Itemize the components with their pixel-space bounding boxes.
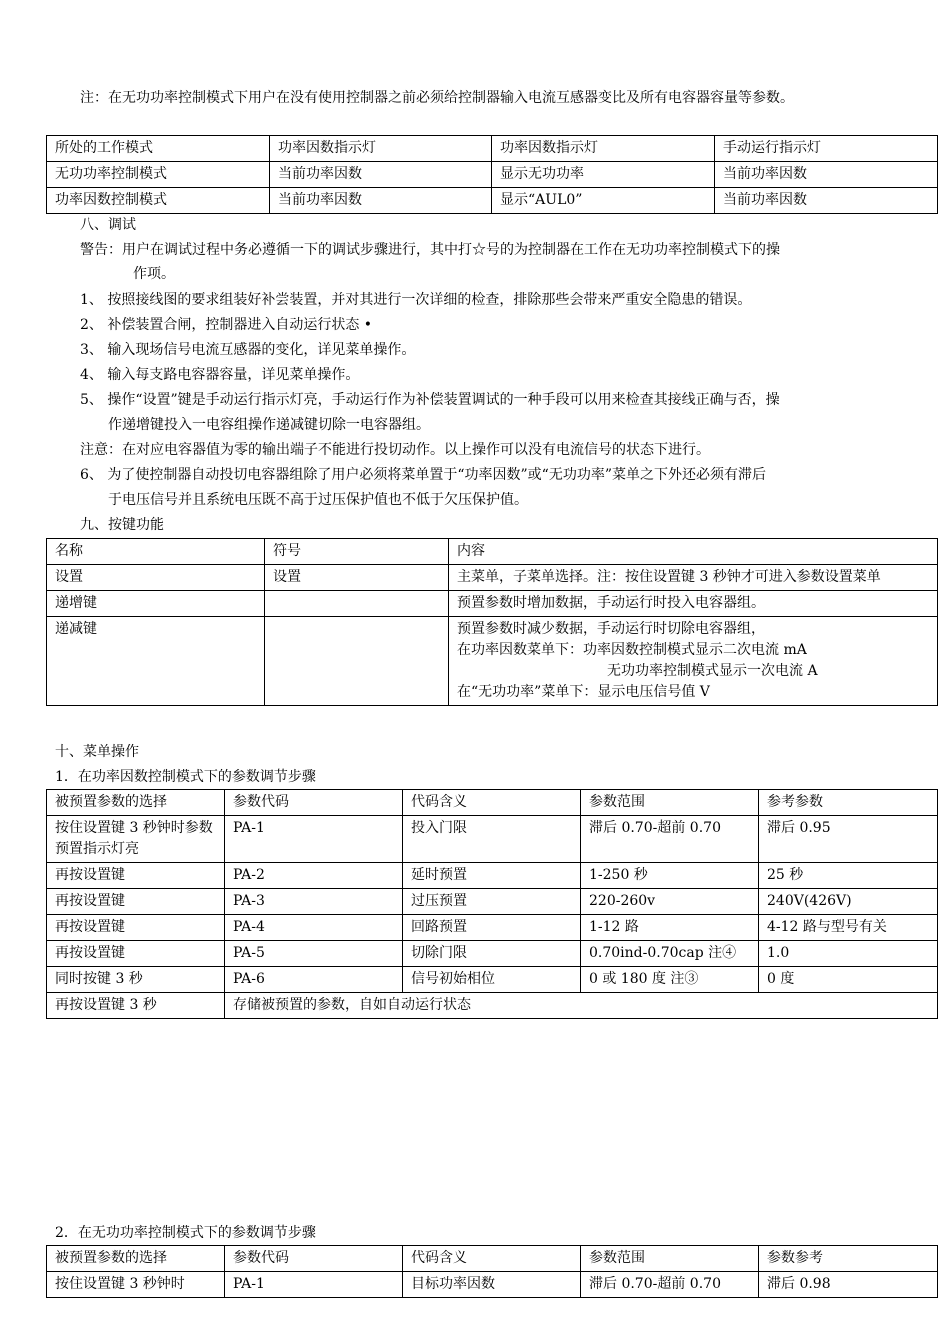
table-cell: 再按设置键 3 秒 <box>47 993 225 1019</box>
table-cell: 无功功率控制模式 <box>47 162 270 188</box>
table-row <box>47 790 938 816</box>
menu-sub-1: 1．在功率因数控制模式下的参数调节步骤 <box>55 769 316 785</box>
keys-heading: 九、按键功能 <box>80 517 164 533</box>
table-cell: 功率因数控制模式 <box>47 188 270 214</box>
warning-line-2: 作项。 <box>133 266 175 282</box>
step-5-line-1: 5、 操作“设置”键是手动运行指示灯亮，手动运行作为补偿装置调试的一种手段可以用来检查其接线正确与否，操 <box>80 392 780 408</box>
table-cell: 预置参数时增加数据，手动运行时投入电容器组。 <box>449 591 938 617</box>
step-6-line-1: 6、 为了使控制器自动投切电容器组除了用户必须将菜单置于“功率因数”或“无功功率”菜单之下外还必须有滞后 <box>80 467 766 483</box>
table-cell: 滞后 0.70-超前 0.70 <box>581 1272 759 1298</box>
table-cell: PA-5 <box>225 941 403 967</box>
table-cell: PA-3 <box>225 889 403 915</box>
table-cell: PA-1 <box>225 1272 403 1298</box>
table-cell: 0.70ind-0.70cap 注④ <box>581 941 759 967</box>
table-cell: 滞后 0.70-超前 0.70 <box>581 816 759 863</box>
table-cell: 显示“AUL0” <box>492 188 715 214</box>
table-cell: PA-4 <box>225 915 403 941</box>
table-cell: 滞后 0.95 <box>759 816 938 863</box>
table-cell: 滞后 0.98 <box>759 1272 938 1298</box>
table-cell: 240V(426V) <box>759 889 938 915</box>
table-cell <box>449 617 938 706</box>
table-header: 代码含义 <box>403 790 581 816</box>
table-cell: 当前功率因数 <box>715 162 938 188</box>
table-header: 参数范围 <box>581 1246 759 1272</box>
step-5-line-2: 作递增键投入一电容组操作递减键切除一电容器组。 <box>108 417 430 433</box>
table-header: 功率因数指示灯 <box>270 136 492 162</box>
menu-sub-2: 2．在无功功率控制模式下的参数调节步骤 <box>55 1225 316 1241</box>
table-cell: 目标功率因数 <box>403 1272 581 1298</box>
table-row <box>47 863 938 889</box>
table-row <box>47 565 938 591</box>
table-cell: 再按设置键 <box>47 941 225 967</box>
table-cell: 递增键 <box>47 591 265 617</box>
table-row <box>47 1272 938 1298</box>
table-row <box>47 941 938 967</box>
table-cell: 回路预置 <box>403 915 581 941</box>
dec-line-1: 预置参数时减少数据，手动运行时切除电容器组， <box>457 621 765 637</box>
table-cell: 当前功率因数 <box>715 188 938 214</box>
warning-line-1: 警告：用户在调试过程中务必遵循一下的调试步骤进行，其中打☆号的为控制器在工作在无功功率控制模式下的操 <box>80 242 780 258</box>
table-cell: 投入门限 <box>403 816 581 863</box>
debug-note: 注意：在对应电容器值为零的输出端子不能进行投切动作。以上操作可以没有电流信号的状态下进行。 <box>80 442 710 458</box>
table-row <box>47 967 938 993</box>
step-2: 2、 补偿装置合闸，控制器进入自动运行状态 • <box>80 317 373 333</box>
table-cell: 220-260v <box>581 889 759 915</box>
table-row <box>47 539 938 565</box>
mode-table <box>46 135 938 214</box>
table-cell: 显示无功功率 <box>492 162 715 188</box>
table-cell: 同时按键 3 秒 <box>47 967 225 993</box>
table-cell: 按住设置键 3 秒钟时参数预置指示灯亮 <box>47 816 225 863</box>
table-cell: 1-12 路 <box>581 915 759 941</box>
table-header: 手动运行指示灯 <box>715 136 938 162</box>
table-cell: 再按设置键 <box>47 915 225 941</box>
table-header: 被预置参数的选择 <box>47 790 225 816</box>
table-cell: 再按设置键 <box>47 863 225 889</box>
menu-heading: 十、菜单操作 <box>55 744 139 760</box>
table-cell <box>265 617 449 706</box>
table-row <box>47 993 938 1019</box>
table-row <box>47 162 938 188</box>
table-row <box>47 1246 938 1272</box>
table-cell: 过压预置 <box>403 889 581 915</box>
table-header: 内容 <box>449 539 938 565</box>
table-cell: 递减键 <box>47 617 265 706</box>
table-cell: 4-12 路与型号有关 <box>759 915 938 941</box>
table-header: 参数参考 <box>759 1246 938 1272</box>
table-cell: 1-250 秒 <box>581 863 759 889</box>
table-cell: 信号初始相位 <box>403 967 581 993</box>
menu-table-2 <box>46 1245 938 1298</box>
table-cell: 当前功率因数 <box>270 188 492 214</box>
table-cell <box>265 591 449 617</box>
table-header: 符号 <box>265 539 449 565</box>
note-top: 注：在无功功率控制模式下用户在没有使用控制器之前必须给控制器输入电流互感器变比及所有电容器容量等参数。 <box>80 90 794 106</box>
keys-table <box>46 538 938 706</box>
table-cell: 存储被预置的参数，自如自动运行状态 <box>225 993 938 1019</box>
table-header: 参考参数 <box>759 790 938 816</box>
table-cell: 0 或 180 度 注③ <box>581 967 759 993</box>
table-row <box>47 889 938 915</box>
table-header: 参数代码 <box>225 790 403 816</box>
table-header: 所处的工作模式 <box>47 136 270 162</box>
dec-line-4: 在“无功功率”菜单下：显示电压信号值 V <box>457 684 710 700</box>
debug-heading: 八、调试 <box>80 217 136 233</box>
table-header: 名称 <box>47 539 265 565</box>
table-cell: 设置 <box>47 565 265 591</box>
table-row <box>47 617 938 706</box>
table-cell: 当前功率因数 <box>270 162 492 188</box>
step-1: 1、 按照接线图的要求组装好补尝装置，并对其进行一次详细的检查，排除那些会带来严重安全隐患的错误。 <box>80 292 752 308</box>
step-6-line-2: 于电压信号并且系统电压既不高于过压保护值也不低于欠压保护值。 <box>108 492 528 508</box>
table-header: 代码含义 <box>403 1246 581 1272</box>
table-row <box>47 136 938 162</box>
table-header: 参数范围 <box>581 790 759 816</box>
table-cell: 25 秒 <box>759 863 938 889</box>
table-row <box>47 188 938 214</box>
table-row <box>47 591 938 617</box>
step-4: 4、 输入每支路电容器容量，详见菜单操作。 <box>80 367 360 383</box>
table-row <box>47 915 938 941</box>
table-cell: 切除门限 <box>403 941 581 967</box>
table-row <box>47 816 938 863</box>
table-cell: 设置 <box>265 565 449 591</box>
table-header: 参数代码 <box>225 1246 403 1272</box>
table-cell: 按住设置键 3 秒钟时 <box>47 1272 225 1298</box>
step-3: 3、 输入现场信号电流互感器的变化，详见菜单操作。 <box>80 342 416 358</box>
table-header: 功率因数指示灯 <box>492 136 715 162</box>
table-header: 被预置参数的选择 <box>47 1246 225 1272</box>
table-cell: 再按设置键 <box>47 889 225 915</box>
menu-table-1 <box>46 789 938 1019</box>
dec-line-2: 在功率因数菜单下：功率因数控制模式显示二次电流 mA <box>457 642 807 658</box>
table-cell: 0 度 <box>759 967 938 993</box>
table-cell: PA-2 <box>225 863 403 889</box>
table-cell: 1.0 <box>759 941 938 967</box>
table-cell: 主菜单，子菜单选择。注：按住设置键 3 秒钟才可进入参数设置菜单 <box>449 565 938 591</box>
table-cell: PA-1 <box>225 816 403 863</box>
table-cell: 延时预置 <box>403 863 581 889</box>
dec-line-3: 无功功率控制模式显示一次电流 A <box>607 663 818 679</box>
table-cell: PA-6 <box>225 967 403 993</box>
